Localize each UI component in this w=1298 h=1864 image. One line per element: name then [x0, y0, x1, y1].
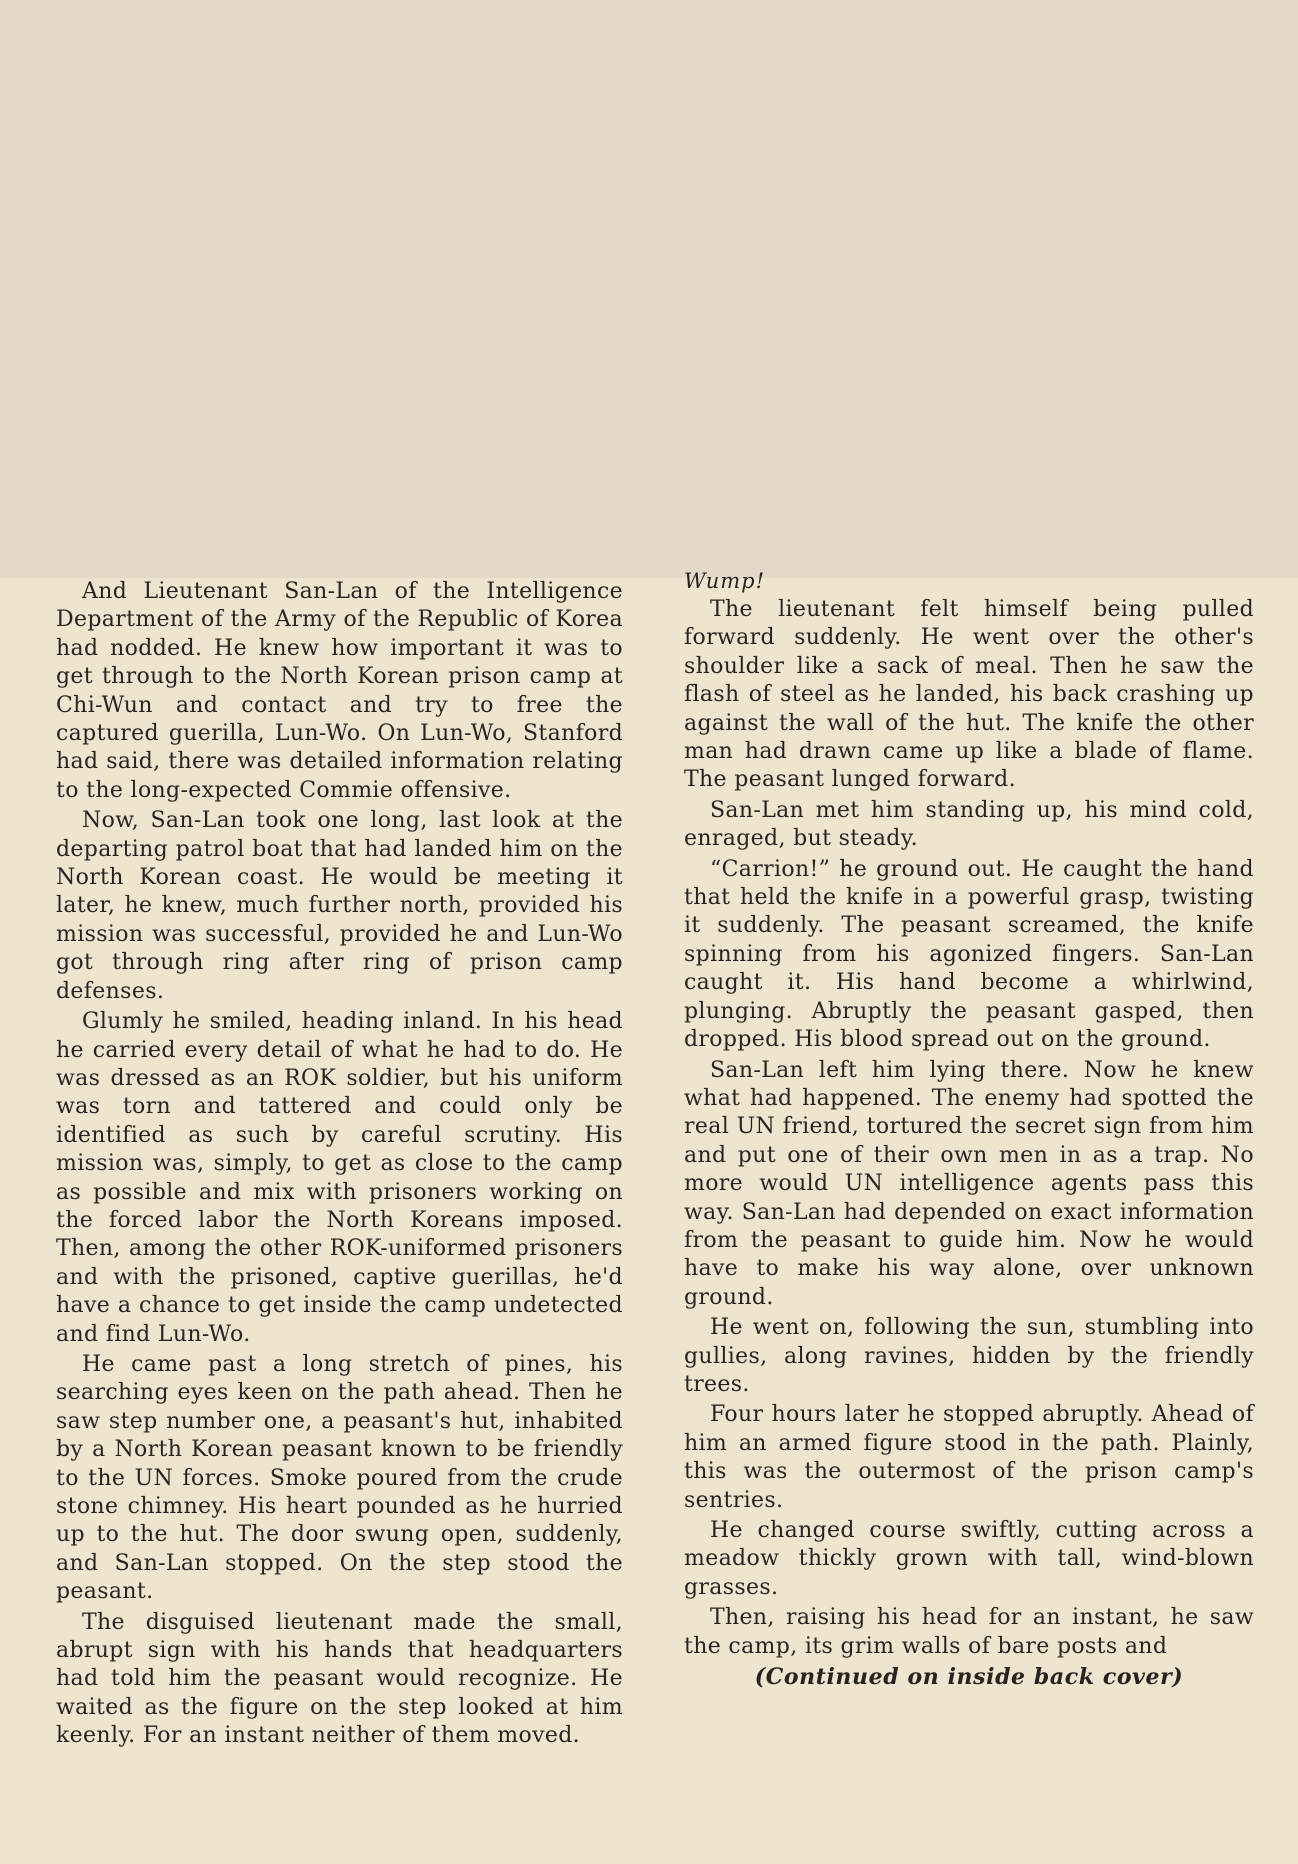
- paragraph: He changed course swiftly, cutting across a meadow thickly grown with tall, wind-blown grasses.: [684, 1518, 1254, 1600]
- continued-note: (Continued on inside back cover): [754, 1664, 1184, 1691]
- story-page: [0, 569, 1298, 1864]
- paragraph: San-Lan met him standing up, his mind cold, enraged, but steady.: [684, 797, 1254, 852]
- paragraph: Then, raising his head for an instant, he saw the camp, its grim walls of bare posts and: [684, 1605, 1254, 1659]
- left-column: [56, 578, 623, 1753]
- paragraph: Now, San-Lan took one long, last look at the departing patrol boat that had landed him on the North Korean coast. He would be meeting it later, he knew, much further north, provided his mission was successful, provided he and Lun-Wo got through ring after ring of prison camp defenses.: [56, 808, 623, 1004]
- paragraph: Four hours later he stopped abruptly. Ahead of him an armed figure stood in the path. Plainly, this was the outermost of the prison camp's sentries.: [684, 1402, 1254, 1513]
- paragraph: He came past a long stretch of pines, his searching eyes keen on the path ahead. Then he saw step number one, a peasant's hut, inhabited by a North Korean peasant known to be friendly to the UN forces. Smoke poured from the crude stone chimney. His heart pounded as he hurried up to the hut. The door swung open, suddenly, and San-Lan stopped. On the step stood the peasant.: [56, 1351, 623, 1605]
- paragraph: And Lieutenant San-Lan of the Intelligence Department of the Army of the Republic of Korea had nodded. He knew how important it was to get through to the North Korean prison camp at Chi-Wun and contact and try to free the captured guerilla, Lun-Wo. On Lun-Wo, Stanford had said, there was detailed information relating to the long-expected Commie offensive.: [56, 579, 623, 803]
- right-column: [684, 570, 1254, 1691]
- paragraph: The lieutenant felt himself being pulled forward suddenly. He went over the other's shoulder like a sack of meal. Then he saw the flash of steel as he landed, his back crashing up against the wall of the hut. The knife the other man had drawn came up like a blade of flame. The peasant lunged forward.: [684, 597, 1254, 793]
- paragraph: San-Lan left him lying there. Now he knew what had happened. The enemy had spotted the real UN friend, tortured the secret sign from him and put one of their own men in as a trap. No more would UN intelligence agents pass this way. San-Lan had depended on exact information from the peasant to guide him. Now he would have to make his way alone, over unknown ground.: [684, 1057, 1254, 1310]
- paragraph: “Carrion!” he ground out. He caught the hand that held the knife in a powerful grasp, twisting it suddenly. The peasant screamed, the knife spinning from his agonized fingers. San-Lan caught it. His hand become a whirlwind, plunging. Abruptly the peasant gasped, then dropped. His blood spread out on the ground.: [684, 856, 1254, 1053]
- sound-effect: Wump!: [684, 569, 766, 593]
- paragraph: He went on, following the sun, stumbling into gullies, along ravines, hidden by the friendly trees.: [684, 1315, 1254, 1397]
- paragraph: Glumly he smiled, heading inland. In his head he carried every detail of what he had to do. He was dressed as an ROK soldier, but his uniform was torn and tattered and could only be identified as such by careful scrutiny. His mission was, simply, to get as close to the camp as possible and mix with prisoners working on the forced labor the North Koreans imposed. Then, among the other ROK-uniformed prisoners and with the prisoned, captive guerillas, he'd have a chance to get inside the camp undetected and find Lun-Wo.: [56, 1009, 623, 1347]
- blank-top-area: [0, 0, 1298, 578]
- paragraph: The disguised lieutenant made the small, abrupt sign with his hands that headquarters had told him the peasant would recognize. He waited as the figure on the step looked at him keenly. For an instant neither of them moved.: [56, 1609, 623, 1749]
